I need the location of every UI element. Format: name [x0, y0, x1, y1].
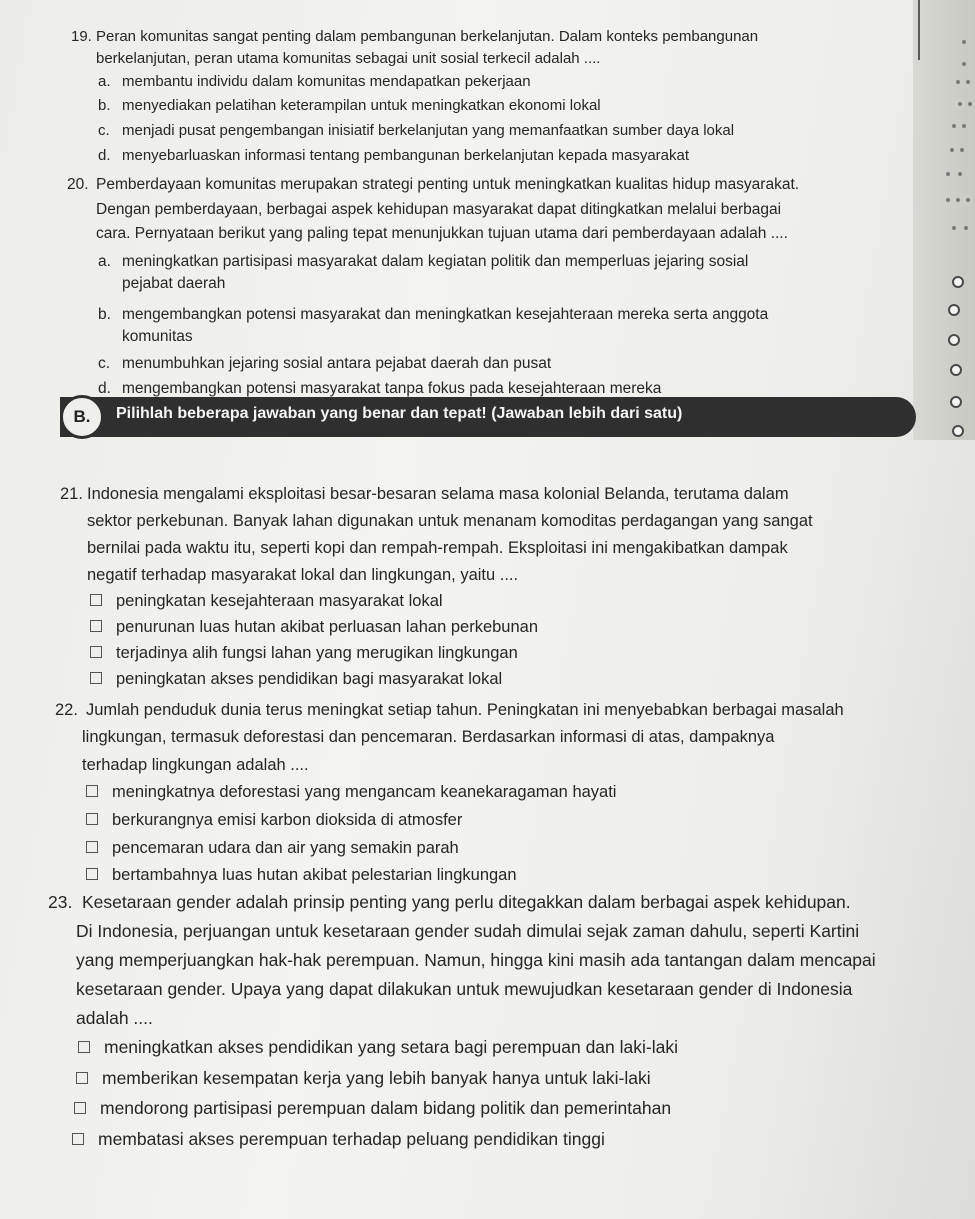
option-letter: b.	[98, 306, 111, 323]
option-text: membantu individu dalam komunitas mendapatkan pekerjaan	[122, 73, 531, 90]
checkbox-icon[interactable]	[78, 1041, 90, 1053]
checkbox-option-23-4[interactable]	[72, 1125, 605, 1154]
option-text: mendorong partisipasi perempuan dalam bidang politik dan pemerintahan	[100, 1098, 672, 1118]
decor-dot	[962, 40, 966, 44]
question-number: 23.	[48, 892, 73, 912]
option-text: mengembangkan potensi masyarakat dan meningkatkan kesejahteraan mereka serta anggota	[122, 306, 769, 323]
checkbox-icon[interactable]	[86, 785, 98, 797]
option-19b[interactable]	[98, 95, 601, 117]
option-letter: a.	[98, 73, 111, 90]
decor-dot	[966, 198, 970, 202]
question-number: 19.	[71, 28, 92, 45]
question-text-line: Dengan pemberdayaan, berbagai aspek kehidupan masyarakat dapat ditingkatkan melalui berbagai	[96, 201, 782, 218]
decor-dot	[968, 102, 972, 106]
checkbox-icon[interactable]	[86, 841, 98, 853]
option-text: meningkatkan akses pendidikan yang setara bagi perempuan dan laki-laki	[104, 1037, 678, 1057]
checkbox-option-21-2[interactable]	[90, 614, 538, 640]
option-19a[interactable]	[98, 71, 531, 93]
checkbox-option-22-3[interactable]	[86, 835, 459, 861]
question-text-line: Pemberdayaan komunitas merupakan strategi penting untuk meningkatkan kualitas hidup masyarakat.	[96, 176, 800, 193]
option-text: membatasi akses perempuan terhadap peluang pendidikan tinggi	[98, 1129, 605, 1149]
decor-ring	[950, 396, 962, 408]
option-text: peningkatan akses pendidikan bagi masyarakat lokal	[116, 670, 503, 688]
decor-dot	[958, 102, 962, 106]
option-letter: d.	[98, 380, 111, 397]
checkbox-option-23-1[interactable]	[78, 1033, 678, 1062]
option-text-continued: pejabat daerah	[122, 275, 226, 292]
question-text-line: Indonesia mengalami eksploitasi besar-besaran selama masa kolonial Belanda, terutama dalam	[87, 485, 789, 503]
section-b-badge: B.	[60, 395, 104, 439]
question-number: 22.	[55, 701, 78, 719]
page-edge-shadow	[913, 0, 975, 440]
option-text: menjadi pusat pengembangan inisiatif berkelanjutan yang memanfaatkan sumber daya lokal	[122, 122, 735, 139]
question-text-line: bernilai pada waktu itu, seperti kopi dan rempah-rempah. Eksploitasi ini mengakibatkan dampak	[87, 539, 788, 557]
option-letter: d.	[98, 147, 111, 164]
checkbox-icon[interactable]	[72, 1133, 84, 1145]
checkbox-icon[interactable]	[74, 1102, 86, 1114]
checkbox-option-22-2[interactable]	[86, 807, 462, 833]
checkbox-icon[interactable]	[90, 594, 102, 606]
decor-dot	[966, 80, 970, 84]
option-text: meningkatnya deforestasi yang mengancam keanekaragaman hayati	[112, 783, 617, 801]
option-20b[interactable]	[98, 303, 768, 326]
checkbox-option-21-3[interactable]	[90, 640, 518, 666]
question-text-line: Jumlah penduduk dunia terus meningkat setiap tahun. Peningkatan ini menyebabkan berbagai masalah	[86, 701, 844, 719]
option-text: penurunan luas hutan akibat perluasan lahan perkebunan	[116, 618, 538, 636]
checkbox-icon[interactable]	[76, 1072, 88, 1084]
question-text-line: lingkungan, termasuk deforestasi dan pencemaran. Berdasarkan informasi di atas, dampaknya	[82, 728, 775, 746]
checkbox-option-23-3[interactable]	[74, 1094, 671, 1123]
checkbox-icon[interactable]	[86, 813, 98, 825]
option-letter: b.	[98, 97, 111, 114]
decor-dot	[964, 226, 968, 230]
decor-dot	[960, 148, 964, 152]
option-text: terjadinya alih fungsi lahan yang merugikan lingkungan	[116, 644, 518, 662]
option-letter: a.	[98, 253, 111, 270]
checkbox-option-21-1[interactable]	[90, 588, 443, 614]
question-text-line: negatif terhadap masyarakat lokal dan lingkungan, yaitu ....	[87, 566, 519, 584]
decor-ring	[952, 425, 964, 437]
checkbox-option-23-2[interactable]	[76, 1064, 651, 1093]
decor-ring	[950, 364, 962, 376]
decor-dot	[946, 172, 950, 176]
question-text-line: cara. Pernyataan berikut yang paling tepat menunjukkan tujuan utama dari pemberdayaan adalah ....	[96, 225, 788, 242]
question-text-line: Kesetaraan gender adalah prinsip penting yang perlu ditegakkan dalam berbagai aspek kehidupan.	[82, 892, 851, 912]
decor-dot	[962, 124, 966, 128]
question-number: 20.	[67, 176, 89, 193]
option-text: pencemaran udara dan air yang semakin parah	[112, 839, 459, 857]
option-text: meningkatkan partisipasi masyarakat dalam kegiatan politik dan memperluas jejaring sosial	[122, 253, 749, 270]
checkbox-option-21-4[interactable]	[90, 666, 502, 692]
question-number: 21.	[60, 485, 83, 503]
checkbox-option-22-4[interactable]	[86, 862, 517, 888]
decor-dot	[952, 124, 956, 128]
checkbox-icon[interactable]	[90, 646, 102, 658]
option-letter: c.	[98, 122, 110, 139]
option-text: peningkatan kesejahteraan masyarakat lokal	[116, 592, 443, 610]
checkbox-icon[interactable]	[90, 672, 102, 684]
option-text: menyediakan pelatihan keterampilan untuk meningkatkan ekonomi lokal	[122, 97, 601, 114]
decor-dot	[950, 148, 954, 152]
decor-dot	[952, 226, 956, 230]
checkbox-icon[interactable]	[86, 868, 98, 880]
option-text-continued: komunitas	[122, 328, 193, 345]
decor-dot	[956, 80, 960, 84]
option-text: berkurangnya emisi karbon dioksida di atmosfer	[112, 811, 463, 829]
decor-ring	[948, 334, 960, 346]
option-text: bertambahnya luas hutan akibat pelestarian lingkungan	[112, 866, 517, 884]
decor-ring	[948, 304, 960, 316]
checkbox-icon[interactable]	[90, 620, 102, 632]
question-text-line: kesetaraan gender. Upaya yang dapat dilakukan untuk mewujudkan kesetaraan gender di Indonesia	[76, 979, 853, 999]
option-letter: c.	[98, 355, 111, 372]
decor-dot	[962, 62, 966, 66]
decor-dot	[946, 198, 950, 202]
question-text-line: terhadap lingkungan adalah ....	[82, 756, 309, 774]
option-text: menumbuhkan jejaring sosial antara pejabat daerah dan pusat	[122, 355, 552, 372]
option-20a[interactable]	[98, 250, 748, 273]
question-text-line: sektor perkebunan. Banyak lahan digunakan untuk menanam komoditas perdagangan yang sangat	[87, 512, 813, 530]
decor-dot	[956, 198, 960, 202]
question-text-line: Di Indonesia, perjuangan untuk kesetaraan gender sudah dimulai sejak zaman dahulu, seperti Kartini	[76, 921, 860, 941]
option-19d[interactable]	[98, 145, 689, 167]
question-text-line: berkelanjutan, peran utama komunitas sebagai unit sosial terkecil adalah ....	[96, 50, 601, 67]
question-text-line: Peran komunitas sangat penting dalam pembangunan berkelanjutan. Dalam konteks pembangunan	[96, 28, 759, 45]
section-b-title: Pilihlah beberapa jawaban yang benar dan tepat! (Jawaban lebih dari satu)	[116, 405, 683, 422]
page-edge-line	[918, 0, 920, 60]
question-text-line: adalah ....	[76, 1008, 153, 1028]
option-text: mengembangkan potensi masyarakat tanpa fokus pada kesejahteraan mereka	[122, 380, 662, 397]
option-19c[interactable]	[98, 120, 734, 142]
decor-ring	[952, 276, 964, 288]
checkbox-option-22-1[interactable]	[86, 779, 616, 805]
question-text-line: yang memperjuangkan hak-hak perempuan. Namun, hingga kini masih ada tantangan dalam mencapai	[76, 950, 876, 970]
option-20c[interactable]	[98, 352, 551, 375]
decor-dot	[958, 172, 962, 176]
option-text: menyebarluaskan informasi tentang pembangunan berkelanjutan kepada masyarakat	[122, 147, 690, 164]
option-text: memberikan kesempatan kerja yang lebih banyak hanya untuk laki-laki	[102, 1068, 651, 1088]
